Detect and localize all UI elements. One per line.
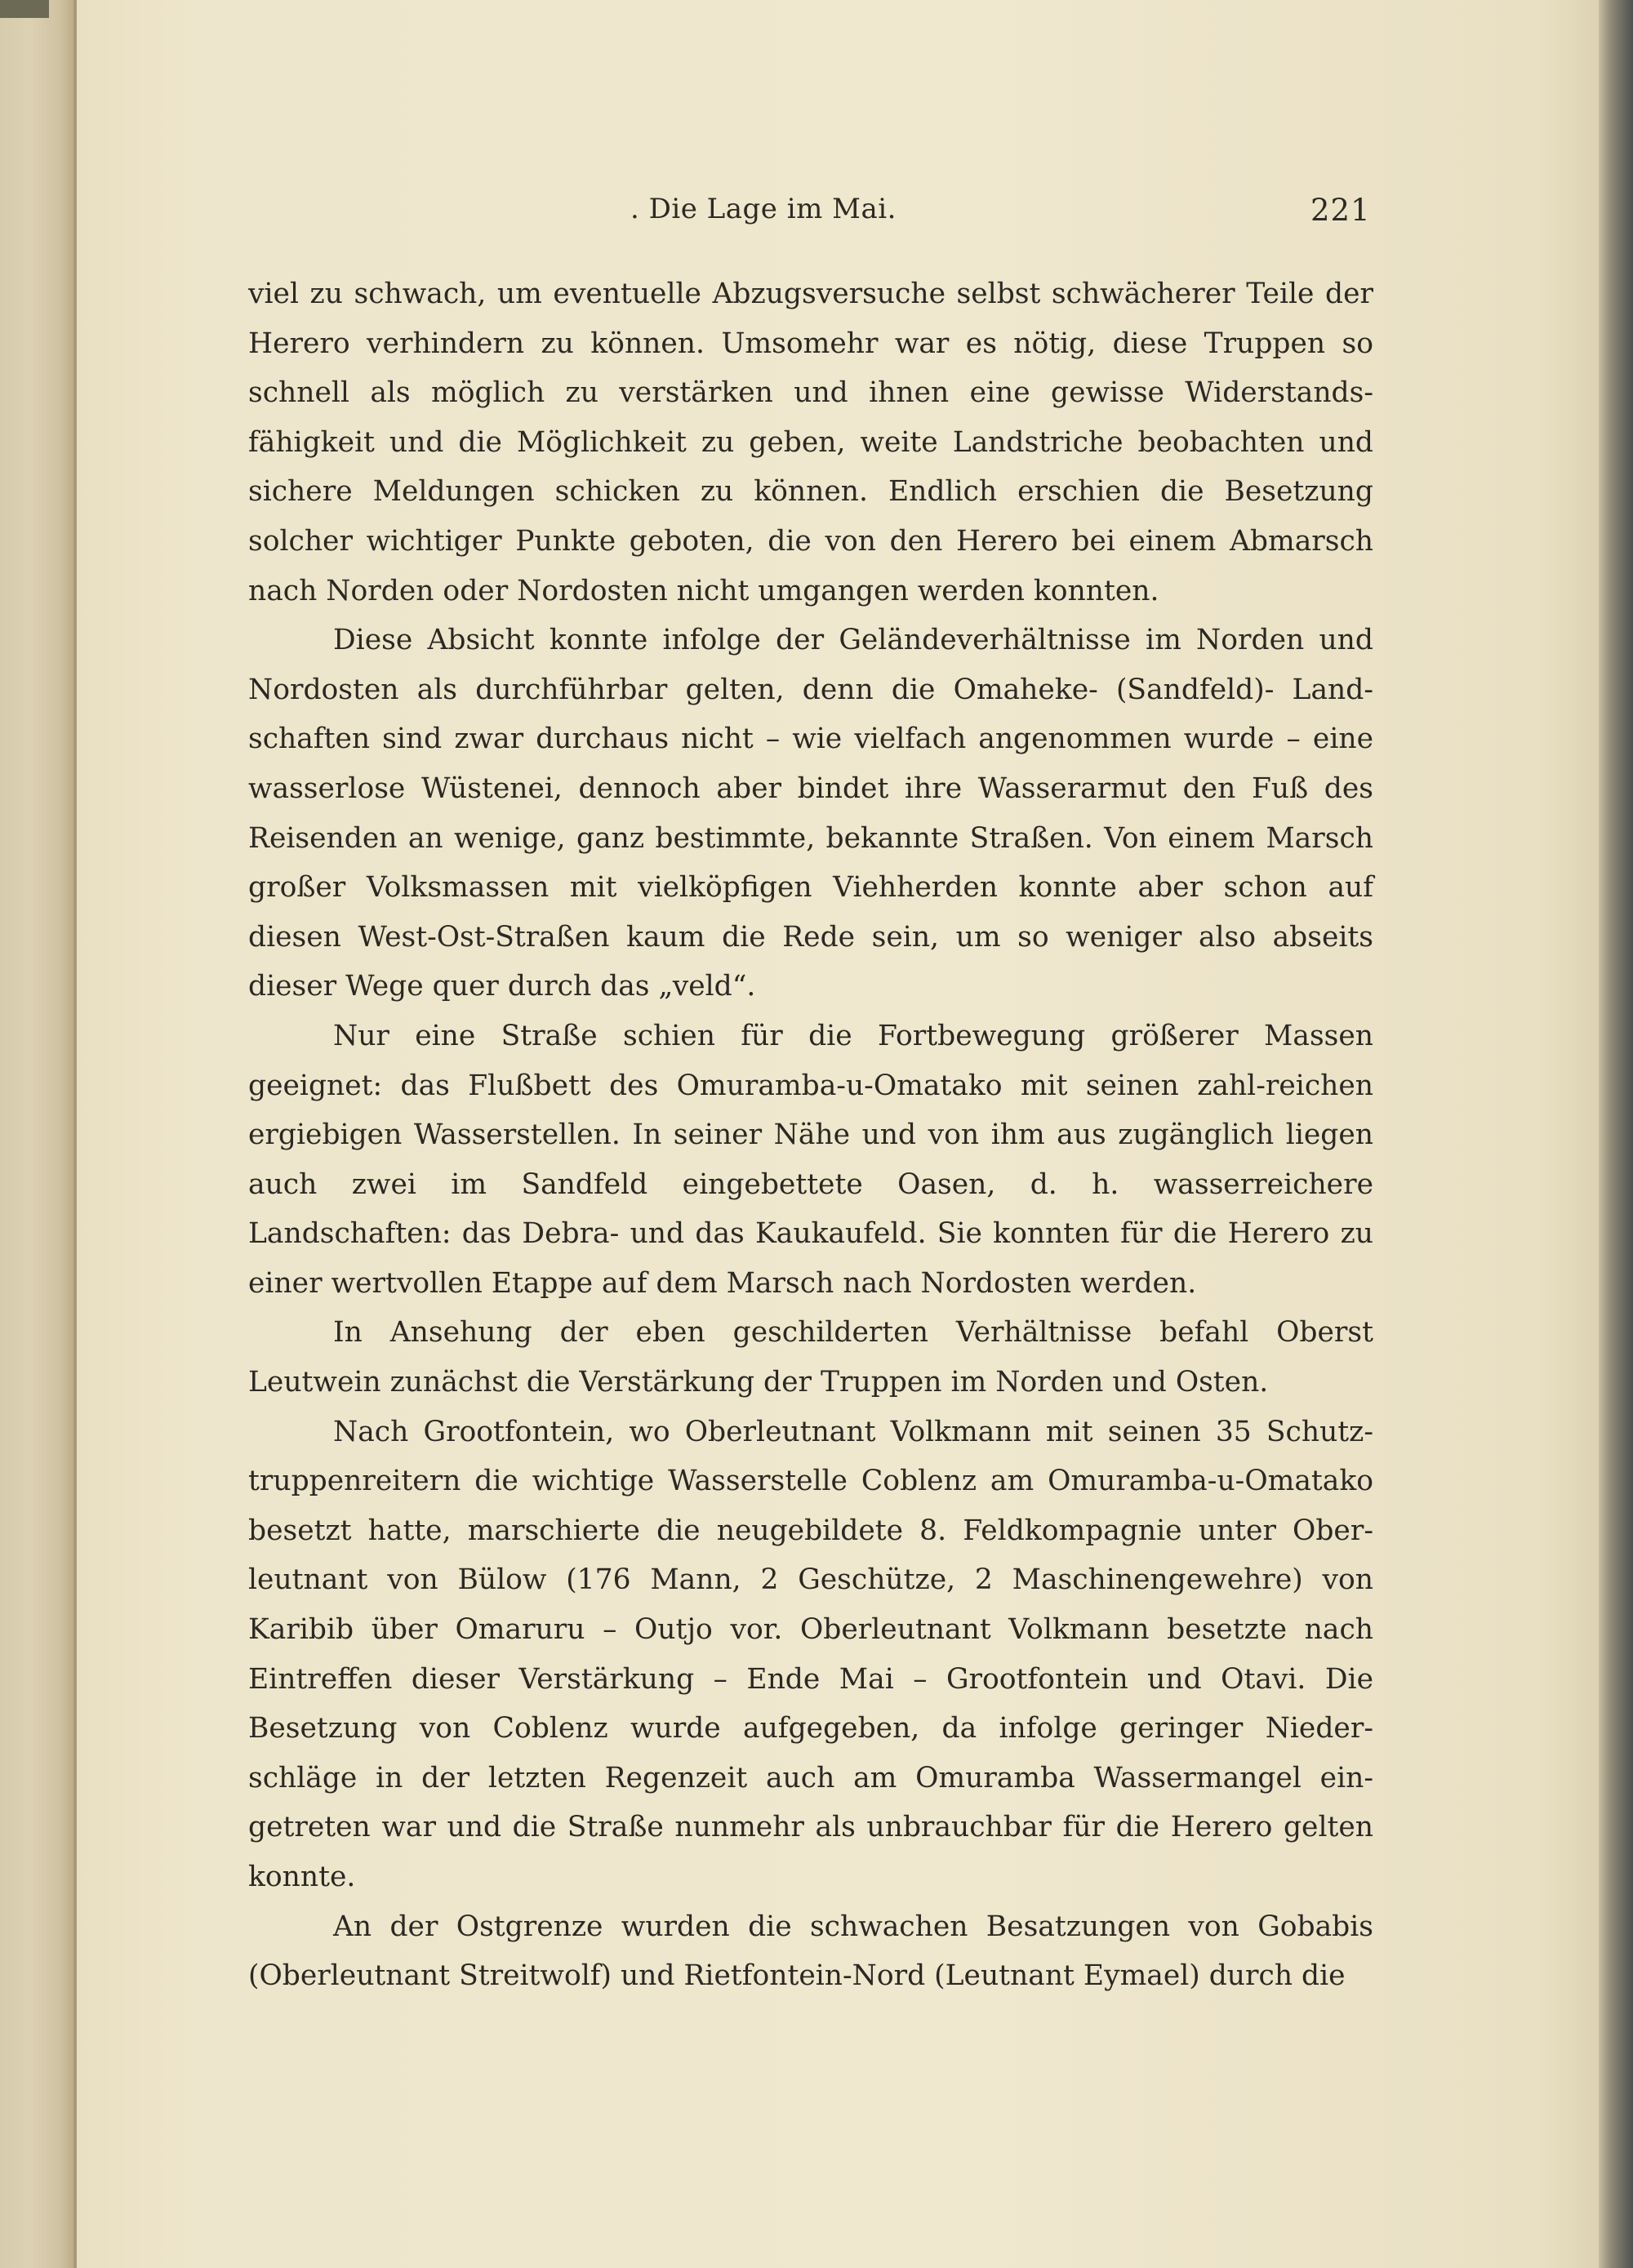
paragraph: An der Ostgrenze wurden die schwachen Besatzungen von Gobabis (Oberleutnant Streitwolf) und Rietfontein-Nord (Leutnant Eymael) durch die (248, 1910, 1373, 1993)
paragraph: Nur eine Straße schien für die Fortbewegung größerer Massen geeignet: das Flußbett des Omuramba-u-Omatako mit seinen zahl-reichen ergiebigen Wasserstellen. In seiner Nähe und von ihm aus zugänglich liegen auch zwei im Sandfeld eingebettete Oasen, d. h. wasserreichere Landschaften: das Debra- und das Kaukaufeld. Sie konnten für die Herero zu einer wertvollen Etappe auf dem Marsch nach Nordosten werden. (248, 1019, 1373, 1300)
page-number: 221 (1310, 193, 1371, 228)
paragraph: viel zu schwach, um eventuelle Abzugsversuche selbst schwächerer Teile der Herero verhindern zu können. Umsomehr war es nötig, diese Truppen so schnell als möglich zu verstärken und ihnen eine gewisse Widerstands-fähigkeit und die Möglichkeit zu geben, weite Landstriche beobachten und sichere Meldungen schicken zu können. Endlich erschien die Besetzung solcher wichtiger Punkte geboten, die von den Herero bei einem Abmarsch nach Norden oder Nordosten nicht umgangen werden konnten. (248, 278, 1373, 607)
body-text (248, 269, 1373, 2001)
running-head (0, 193, 1633, 242)
book-spine (0, 0, 75, 2268)
paragraph: Nach Grootfontein, wo Oberleutnant Volkmann mit seinen 35 Schutz-truppenreitern die wichtige Wasserstelle Coblenz am Omuramba-u-Omatako besetzt hatte, marschierte die neugebildete 8. Feldkompagnie unter Ober-leutnant von Bülow (176 Mann, 2 Geschütze, 2 Maschinengewehre) von Karibib über Omaruru – Outjo vor. Oberleutnant Volkmann besetzte nach Eintreffen dieser Verstärkung – Ende Mai – Grootfontein und Otavi. Die Besetzung von Coblenz wurde aufgegeben, da infolge geringer Nieder-schläge in der letzten Regenzeit auch am Omuramba Wassermangel ein-getreten war und die Straße nunmehr als unbrauchbar für die Herero gelten konnte. (248, 1415, 1373, 1893)
binding-cloth (0, 0, 49, 18)
page-edge-shadow (1599, 0, 1633, 2268)
paragraph: In Ansehung der eben geschilderten Verhältnisse befahl Oberst Leutwein zunächst die Verstärkung der Truppen im Norden und Osten. (248, 1316, 1373, 1399)
paragraph: Diese Absicht konnte infolge der Geländeverhältnisse im Norden und Nordosten als durchführbar gelten, denn die Omaheke- (Sandfeld)- Land-schaften sind zwar durchaus nicht – wie vielfach angenommen wurde – eine wasserlose Wüstenei, dennoch aber bindet ihre Wasserarmut den Fuß des Reisenden an wenige, ganz bestimmte, bekannte Straßen. Von einem Marsch großer Volksmassen mit vielköpfigen Viehherden konnte aber schon auf diesen West-Ost-Straßen kaum die Rede sein, um so weniger also abseits dieser Wege quer durch das „veld“. (248, 624, 1373, 1003)
running-head-title: . Die Lage im Mai. (630, 193, 897, 225)
